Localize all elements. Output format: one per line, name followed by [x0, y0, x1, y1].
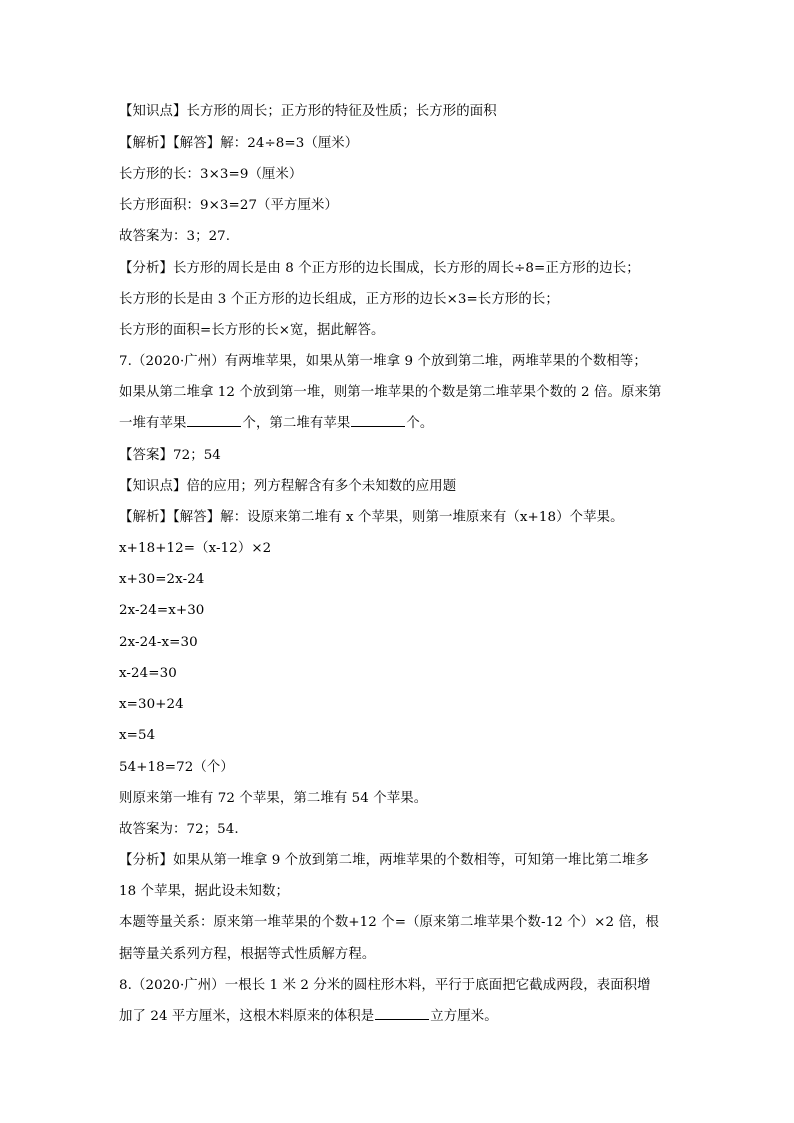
equation-step-5: x-24=30	[119, 666, 177, 681]
equation-step-3: 2x-24=x+30	[119, 603, 205, 618]
q8-text-a: 加了 24 平方厘米，这根木料原来的体积是	[119, 1009, 375, 1024]
question-8-line2	[119, 1007, 699, 1027]
analysis-q6-line3: 长方形的面积=长方形的长×宽，据此解答。	[119, 323, 385, 338]
equation-step-4: 2x-24-x=30	[119, 635, 198, 650]
analysis-q6-line2: 长方形的长是由 3 个正方形的边长组成，正方形的边长×3=长方形的长；	[119, 292, 559, 307]
analysis-q7-line1: 【分析】如果从第一堆拿 9 个放到第二堆，两堆苹果的个数相等，可知第一堆比第二堆多	[119, 853, 649, 868]
question-8-line1: 8.（2020·广州）一根长 1 米 2 分米的圆柱形木料，平行于底面把它截成两段，表面积增	[119, 978, 651, 993]
q7-text-a: 一堆有苹果	[119, 416, 187, 431]
question-7-line2: 如果从第二堆拿 12 个放到第一堆，则第一堆苹果的个数是第二堆苹果个数的 2 倍。原来第	[119, 385, 662, 400]
equation-step-6: x=30+24	[119, 697, 184, 712]
equation-step-1: x+18+12=（x-12）×2	[119, 541, 272, 556]
analysis-q7-line3: 本题等量关系：原来第一堆苹果的个数+12 个=（原来第二堆苹果个数-12 个）×2 倍，根	[119, 915, 659, 930]
answer-blank-1	[187, 414, 241, 427]
analysis-q6-line1: 【分析】长方形的周长是由 8 个正方形的边长围成，长方形的周长÷8=正方形的边长；	[119, 261, 640, 276]
solution-q6-step3: 长方形面积：9×3=27（平方厘米）	[119, 198, 339, 213]
question-7-line3	[119, 414, 699, 434]
q7-text-b: 个，第二堆有苹果	[242, 416, 351, 431]
knowledge-points-q6: 【知识点】长方形的周长；正方形的特征及性质；长方形的面积	[119, 104, 497, 119]
solution-q6-step2: 长方形的长：3×3=9（厘米）	[119, 167, 303, 182]
analysis-q7-line4: 据等量关系列方程，根据等式性质解方程。	[119, 947, 376, 962]
q8-text-b: 立方厘米。	[430, 1009, 498, 1024]
answer-statement-q7: 故答案为：72；54.	[119, 822, 239, 837]
solution-q7-intro: 【解析】【解答】解：设原来第二堆有 x 个苹果，则第一堆原来有（x+18）个苹果。	[119, 510, 624, 525]
equation-step-7: x=54	[119, 728, 156, 743]
equation-step-8: 54+18=72（个）	[119, 760, 234, 775]
answer-statement-q6: 故答案为：3；27.	[119, 229, 231, 244]
equation-step-2: x+30=2x-24	[119, 572, 205, 587]
answer-blank-3	[375, 1007, 429, 1020]
q7-text-c: 个。	[406, 416, 434, 431]
solution-q6-step1: 【解析】【解答】解：24÷8=3（厘米）	[119, 136, 359, 151]
analysis-q7-line2: 18 个苹果，据此设未知数；	[119, 884, 289, 899]
knowledge-points-q7: 【知识点】倍的应用；列方程解含有多个未知数的应用题	[119, 479, 457, 494]
question-7-line1: 7.（2020·广州）有两堆苹果，如果从第一堆拿 9 个放到第二堆，两堆苹果的个数相等；	[119, 354, 647, 369]
answer-blank-2	[351, 414, 405, 427]
solution-q7-conclusion: 则原来第一堆有 72 个苹果，第二堆有 54 个苹果。	[119, 791, 428, 806]
answer-q7: 【答案】72；54	[119, 448, 221, 463]
